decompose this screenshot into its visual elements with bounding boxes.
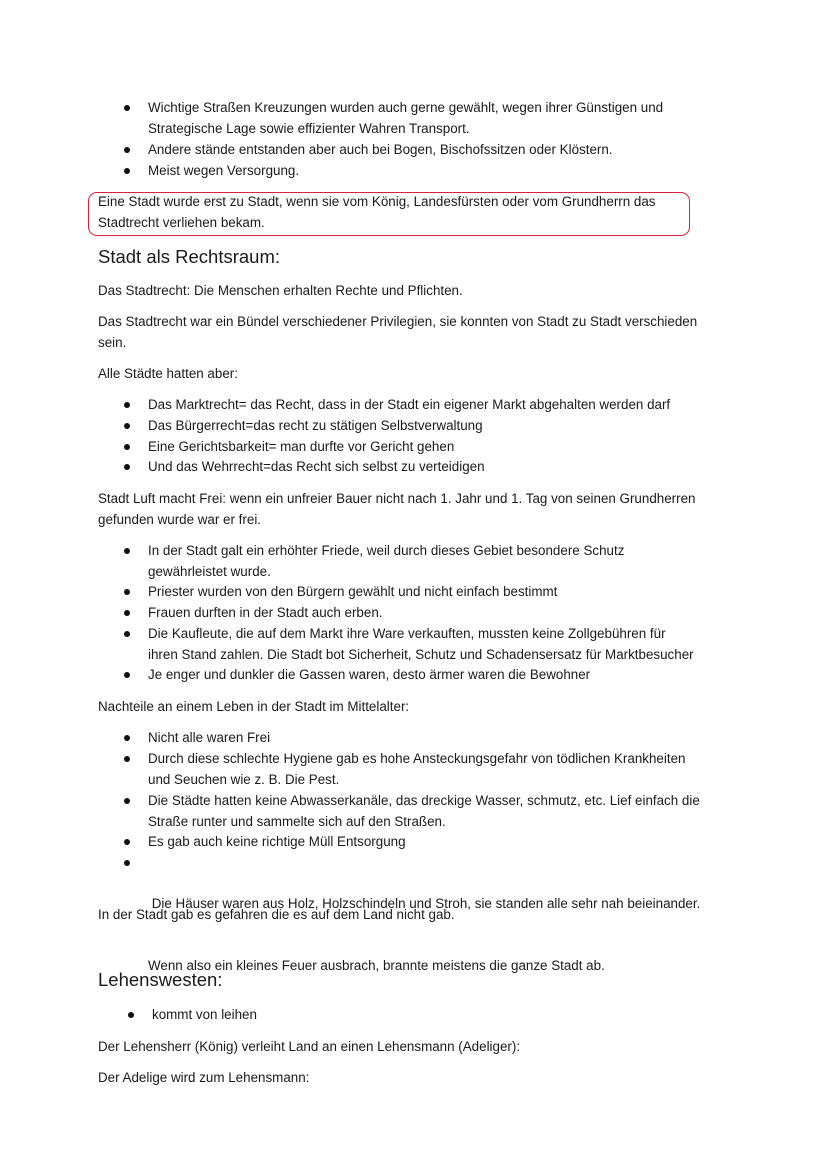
bullet-dot [124,839,130,845]
paragraph: Der Lehensherr (König) verleiht Land an einen Lehensmann (Adeliger): [98,1039,521,1054]
list-item [148,749,685,790]
text-line: Strategische Lage sowie effizienter Wahren Transport. [148,120,470,136]
text-line: Eine Stadt wurde erst zu Stadt, wenn sie vom König, Landesfürsten oder vom Grundherrn das [98,194,656,209]
list-item: Je enger und dunkler die Gassen waren, desto ärmer waren die Bewohner [148,667,591,682]
bullet-dot [124,610,130,616]
text-line: Wichtige Straßen Kreuzungen wurden auch gerne gewählt, wegen ihrer Günstigen und [148,100,664,115]
bullet-dot [124,672,130,678]
list-item: Es gab auch keine richtige Müll Entsorgung [148,834,406,849]
text-line: gefunden wurde war er frei. [98,511,262,527]
list-item: kommt von leihen [152,1007,257,1022]
bullet-dot [124,402,130,408]
text-line: Die Städte hatten keine Abwasserkanäle, das dreckige Wasser, schmutz, etc. Lief einfach die [148,793,700,808]
bullet-dot [124,756,130,762]
list-item: Nicht alle waren Frei [148,730,271,745]
paragraph: In der Stadt gab es gefahren die es auf dem Land nicht gab. [98,907,455,922]
paragraph: Nachteile an einem Leben in der Stadt im Mittelalter: [98,699,410,714]
bullet-dot [124,147,130,153]
text-line: Die Kaufleute, die auf dem Markt ihre Ware verkauften, mussten keine Zollgebühren für [148,626,666,641]
bullet-dot [124,423,130,429]
bullet-dot [124,589,130,595]
section-heading-lehenswesen: Lehenswesten: [98,969,223,990]
intro-bullet-2 [148,140,613,161]
text-line: ihren Stand zahlen. Die Stadt bot Sicherheit, Schutz und Schadensersatz für Marktbesucher [148,646,694,662]
paragraph: Der Adelige wird zum Lehensmann: [98,1070,310,1085]
bullet-dot [124,464,130,470]
list-item: Priester wurden von den Bürgern gewählt und nicht einfach bestimmt [148,584,558,599]
list-item: Das Marktrecht= das Recht, dass in der Stadt ein eigener Markt abgehalten werden darf [148,397,671,412]
bullet-dot [124,735,130,741]
text-line: Wenn also ein kleines Feuer ausbrach, brannte meistens die ganze Stadt ab. [148,957,605,973]
bullet-dot [128,1012,134,1018]
bullet-dot [124,105,130,111]
text-line: Stadt Luft macht Frei: wenn ein unfreier Bauer nicht nach 1. Jahr und 1. Tag von seinen Grundherren [98,491,696,506]
text-line: Straße runter und sammelte sich auf den Straßen. [148,813,446,829]
text-line: Das Stadtrecht war ein Bündel verschiedener Privilegien, sie konnten von Stadt zu Stadt verschieden [98,314,698,329]
bullet-dot [124,168,130,174]
bullet-dot [124,798,130,804]
text-line: Andere stände entstanden aber auch bei Bogen, Bischofssitzen oder Klöstern. [148,142,613,157]
text-line: In der Stadt galt ein erhöhter Friede, weil durch dieses Gebiet besondere Schutz [148,543,625,558]
paragraph [98,312,697,353]
paragraph: Das Stadtrecht: Die Menschen erhalten Rechte und Pflichten. [98,283,463,298]
list-item: Und das Wehrrecht=das Recht sich selbst zu verteidigen [148,459,485,474]
text-line: gewährleistet wurde. [148,563,271,579]
bullet-dot [124,548,130,554]
text-line: Die Häuser waren aus Holz, Holzschindeln und Stroh, sie standen alle sehr nah beieinander. [148,896,701,911]
list-item [148,853,700,1017]
list-item: Eine Gerichtsbarkeit= man durfte vor Gericht gehen [148,439,455,454]
text-line: und Seuchen wie z. B. Die Pest. [148,771,340,787]
list-item: Frauen durften in der Stadt auch erben. [148,605,383,620]
intro-bullet-3 [148,161,299,182]
text-line: sein. [98,334,127,350]
text-line: Meist wegen Versorgung. [148,163,300,178]
text-line: Stadtrecht verliehen bekam. [98,214,265,230]
paragraph [98,489,695,530]
paragraph: Alle Städte hatten aber: [98,366,238,381]
list-item [148,624,694,665]
section-heading-rechtsraum: Stadt als Rechtsraum: [98,246,280,267]
list-item [148,791,700,832]
intro-bullet-1 [148,98,663,139]
list-item: Das Bürgerrecht=das recht zu stätigen Selbstverwaltung [148,418,483,433]
bullet-dot [124,444,130,450]
bullet-dot [124,631,130,637]
bullet-dot [124,860,130,866]
list-item [148,541,624,582]
text-line: Durch diese schlechte Hygiene gab es hohe Ansteckungsgefahr von tödlichen Krankheiten [148,751,686,766]
highlight-text [98,192,656,233]
